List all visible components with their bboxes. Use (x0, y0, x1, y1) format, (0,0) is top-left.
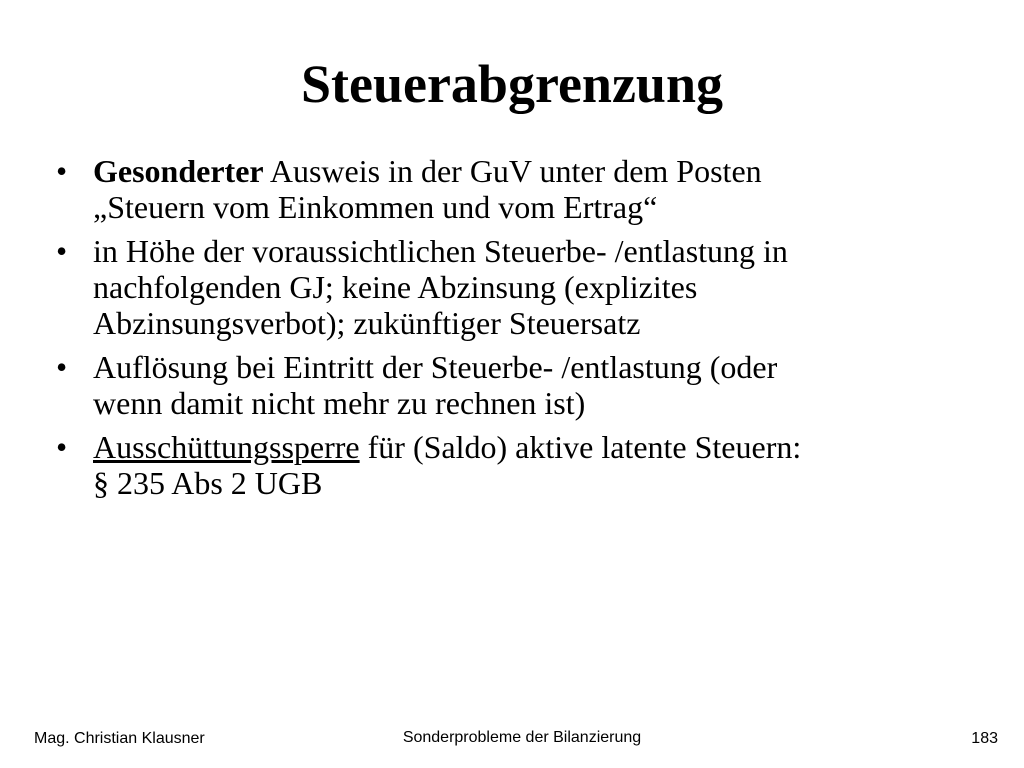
bullet-text: „Steuern vom Einkommen und vom Ertrag“ (93, 189, 658, 225)
bullet-item-distribution-block (56, 429, 956, 501)
bullet-item-reversal (56, 349, 956, 421)
slide-title: Steuerabgrenzung (300, 54, 723, 114)
footer-page-number: 183 (971, 730, 998, 747)
bullet-text: in Höhe der voraussichtlichen Steuerbe- /entlastung in (93, 233, 788, 269)
bullet-text: § 235 Abs 2 UGB (93, 465, 323, 501)
bullet-text: Ausweis in der GuV unter dem Posten (263, 153, 762, 189)
bullet-icon: • (56, 233, 68, 269)
bullet-text: wenn damit nicht mehr zu rechnen ist) (93, 385, 586, 421)
bullet-list (56, 153, 956, 509)
footer-author: Mag. Christian Klausner (34, 730, 205, 747)
bullet-text: nachfolgenden GJ; keine Abzinsung (explizites (93, 269, 698, 305)
bullet-text: für (Saldo) aktive latente Steuern: (359, 429, 802, 465)
bullet-icon: • (56, 429, 68, 465)
bullet-item-separate-presentation (56, 153, 956, 225)
bullet-text: Auflösung bei Eintritt der Steuerbe- /entlastung (oder (93, 349, 778, 385)
bullet-icon: • (56, 349, 68, 385)
bullet-text: Abzinsungsverbot); zukünftiger Steuersatz (93, 305, 641, 341)
bullet-bold-lead: Gesonderter (93, 153, 264, 189)
bullet-underlined-lead: Ausschüttungssperre (93, 429, 360, 465)
bullet-item-amount (56, 233, 956, 341)
bullet-icon: • (56, 153, 68, 189)
footer-topic: Sonderprobleme der Bilanzierung (402, 729, 642, 746)
